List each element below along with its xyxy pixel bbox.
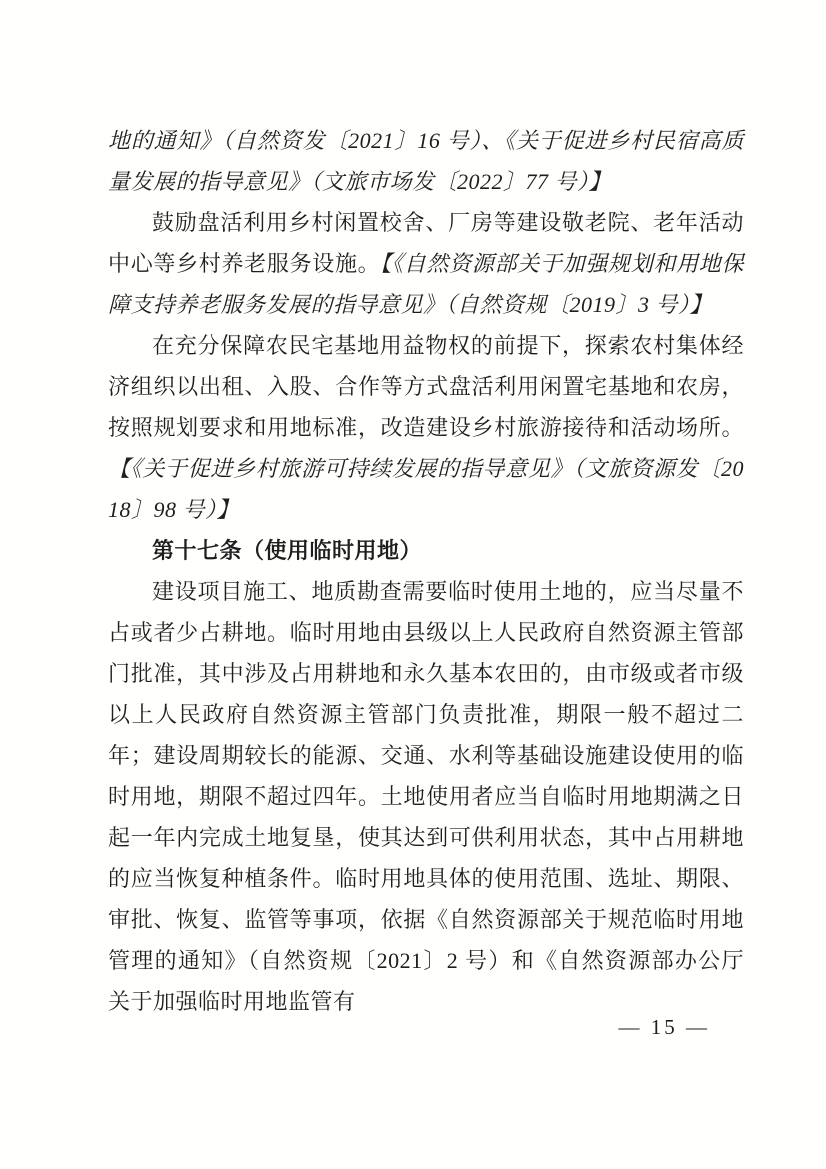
paragraph-elderly-care-citation: 【《自然资源部关于加强规划和用地保障支持养老服务发展的指导意见》（自然资规〔2019〕3 号）】: [108, 251, 744, 317]
paragraph-homestead: [108, 325, 744, 530]
document-text-block: [108, 120, 744, 1022]
paragraph-elderly-care-body: 鼓励盘活利用乡村闲置校舍、厂房等建设敬老院、老年活动中心等乡村养老服务设施。: [108, 210, 744, 276]
paragraph-elderly-care: [108, 202, 744, 325]
paragraph-homestead-citation: 【《关于促进乡村旅游可持续发展的指导意见》（文旅资源发〔2018〕98 号）】: [108, 456, 744, 522]
paragraph-citation-continuation: 地的通知》（自然资发〔2021〕16 号）、《关于促进乡村民宿高质量发展的指导意见》（文旅市场发〔2022〕77 号）】: [108, 128, 744, 194]
page-number: — 15 —: [618, 1015, 710, 1039]
article-17-heading: 第十七条（使用临时用地）: [152, 538, 423, 563]
paragraph-homestead-body: 在充分保障农民宅基地用益物权的前提下，探索农村集体经济组织以出租、入股、合作等方式盘活利用闲置宅基地和农房，按照规划要求和用地标准，改造建设乡村旅游接待和活动场所。: [108, 333, 744, 440]
paragraph-temporary-land: 建设项目施工、地质勘查需要临时使用土地的，应当尽量不占或者少占耕地。临时用地由县级以上人民政府自然资源主管部门批准，其中涉及占用耕地和永久基本农田的，由市级或者市级以上人民政府自然资源主管部门负责批准，期限一般不超过二年；建设周期较长的能源、交通、水利等基础设施建设使用的临时用地，期限不超过四年。土地使用者应当自临时用地期满之日起一年内完成土地复垦，使其达到可供利用状态，其中占用耕地的应当恢复种植条件。临时用地具体的使用范围、选址、期限、审批、恢复、监管等事项，依据《自然资源部关于规范临时用地管理的通知》（自然资规〔2021〕2 号）和《自然资源部办公厅关于加强临时用地监管有: [108, 579, 744, 1014]
